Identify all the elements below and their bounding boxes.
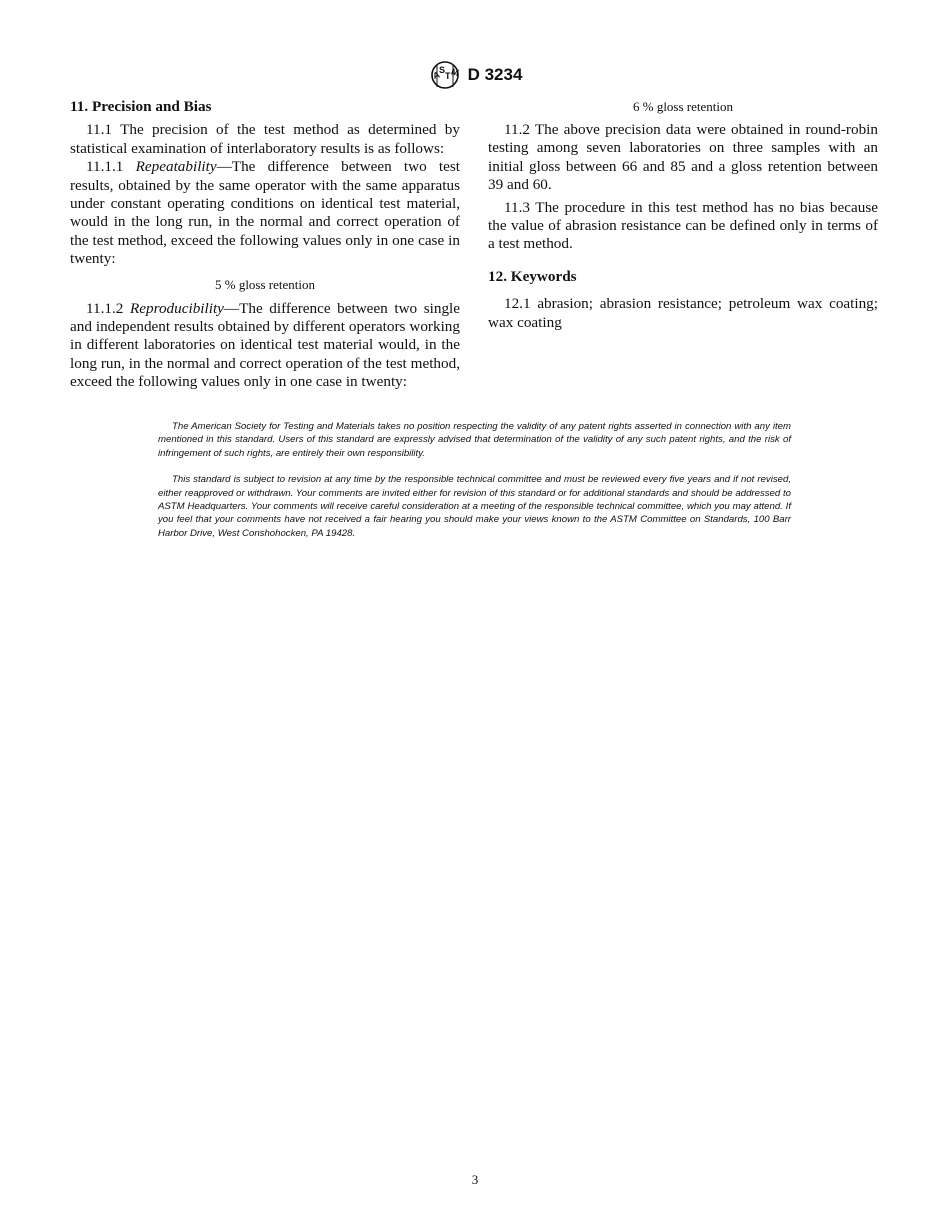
astm-logo — [428, 60, 462, 90]
paragraph-11-1-2 — [70, 300, 460, 392]
document-designation: D 3234 — [467, 65, 523, 84]
paragraph-11-1-1 — [70, 158, 460, 268]
paragraph-11-1-2-number: 11.1.2 — [86, 299, 130, 317]
repeatability-term: Repeatability — [135, 158, 217, 176]
svg-text:M: M — [449, 66, 460, 79]
repeatability-value: 5 % gloss retention — [214, 276, 315, 292]
page-number: 3 — [471, 1172, 479, 1187]
section-12-title: 12. Keywords — [488, 267, 577, 285]
paragraph-11-2: 11.2 The above precision data were obtained in round-robin testing among seven laboratories on three samples with an initial gloss between 66 and 85 and a gloss retention between 39 and 60. — [488, 121, 878, 194]
reproducibility-term: Reproducibility — [130, 299, 224, 317]
paragraph-11-1-1-number: 11.1.1 — [86, 158, 136, 176]
paragraph-11-3: 11.3 The procedure in this test method has no bias because the value of abrasion resistance can be defined only in terms of a test method. — [488, 198, 878, 253]
svg-text:A: A — [431, 69, 441, 82]
paragraph-12-1: 12.1 abrasion; abrasion resistance; petroleum wax coating; wax coating — [488, 295, 878, 331]
svg-text:S: S — [438, 65, 445, 75]
paragraph-11-1-2-body: —The difference between two single and independent results obtained by different operators working in different laboratories on identical test material would, in the long run, in the normal and correct operation of the test method, exceed the following values only in one case in twenty: — [70, 299, 460, 391]
page-header — [0, 60, 950, 90]
left-column — [70, 96, 460, 392]
section-11-title: 11. Precision and Bias — [70, 98, 212, 115]
right-column — [488, 96, 878, 332]
revision-notice: This standard is subject to revision at any time by the responsible technical committee and must be reviewed every five years and if not revised, either reapproved or withdrawn. Your comments are invited either for revision of this standard or for additional standards and should be addressed to ASTM Headquarters. Your comments will receive careful consideration at a meeting of the responsible technical committee, which you may attend. If you feel that your comments have not received a fair hearing you should make your views known to the ASTM Committee on Standards, 100 Barr Harbor Drive, West Conshohocken, PA 19428. — [158, 474, 791, 539]
paragraph-11-1-1-body: —The difference between two test results, obtained by the same operator with the same apparatus under constant operating conditions on identical test material, would in the long run, in the normal and correct operation of the test method, exceed the following values only in one case in twenty: — [70, 158, 460, 268]
footer-notes — [158, 420, 791, 540]
reproducibility-value: 6 % gloss retention — [632, 99, 733, 114]
patent-notice: The American Society for Testing and Materials takes no position respecting the validity of any patent rights asserted in connection with any item mentioned in this standard. Users of this standard are expressly advised that determination of the validity of any such patent rights, and the risk of infringement of such rights, are entirely their own responsibility. — [158, 421, 791, 459]
paragraph-11-1: 11.1 The precision of the test method as determined by statistical examination of interlaboratory results is as follows: — [70, 121, 460, 157]
svg-text:T: T — [444, 71, 451, 81]
